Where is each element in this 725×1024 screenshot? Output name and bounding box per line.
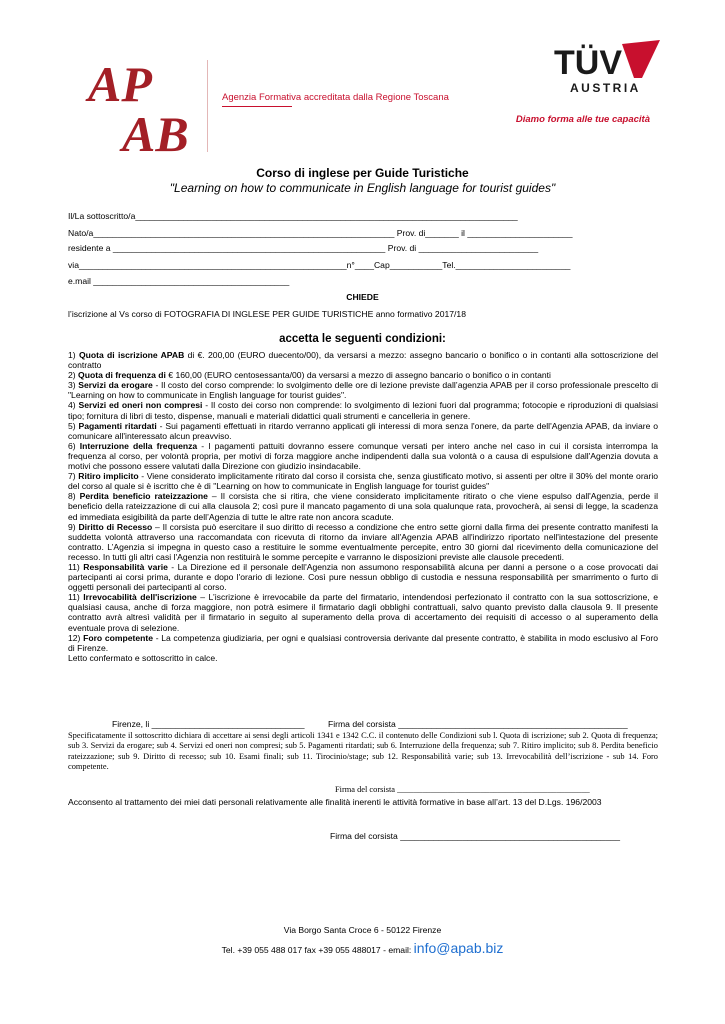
signature-field-1[interactable]: Firma del corsista ________________________________________________ xyxy=(328,719,628,729)
enrollment-request: l’iscrizione al Vs corso di FOTOGRAFIA DI INGLESE PER GUIDE TURISTICHE anno formativo 2017/18 xyxy=(68,309,466,319)
tuv-logo-text: TÜV xyxy=(554,44,622,82)
condition-item: 4) Servizi ed oneri non compresi - Il costo dei corso non comprende: lo svolgimento di lezioni fuori dal programma; fotocopie e riproduzioni di qualsiasi tipo; fornitura di libri di testo, dispense, manuali e materiali didattici quali strumenti e cancelleria in genere. xyxy=(68,400,658,421)
form-line-address[interactable]: via________________________________________________________n°____Cap___________Tel.________________________ xyxy=(68,260,571,270)
condition-item: 7) Ritiro implicito - Viene considerato implicitamente ritirato dal corso il corsista che, senza giustificato motivo, si assenti per oltre il 30% del monte orario del corso al quale si è iscritto che è di "Learning on how to communicate in English language for tourist guides" xyxy=(68,471,659,492)
condition-item: 12) Foro competente - La competenza giudiziaria, per ogni e qualsiasi controversia derivante dal presente contratto, è stabilita in modo esclusivo al Foro di Firenze. xyxy=(68,632,658,653)
condition-item: 5) Pagamenti ritardati - Sui pagamenti effettuati in ritardo verranno applicati gli interessi di mora senza l'onere, da parte dell'Agenzia APAB, da inviare o comunicare all'interessato alcun preavviso. xyxy=(68,420,659,441)
tagline: Diamo forma alle tue capacità xyxy=(515,114,650,125)
footer-phones: Tel. +39 055 488 017 fax +39 055 488017 - email: xyxy=(221,945,414,955)
agency-accreditation: Agenzia Formativa accreditata dalla Regione Toscana xyxy=(222,92,449,103)
condition-item: 6) Interruzione della frequenza - I pagamenti pattuiti dovranno essere comunque versati per intero anche nel caso in cui il corsista interrompa la frequenza al corso, per volontà propria, per motivi di forza maggiore anche indipendenti dalla sua volontà o a causa di espulsione dall'Agenzia dovuta a motivi che possono essere valutati dalla Direzione con giudizio insindacabile. xyxy=(68,440,658,472)
form-line-name[interactable]: Il/La sottoscritto/a________________________________________________________________________________ xyxy=(68,211,518,221)
svg-text:APAB: APAB xyxy=(68,55,71,56)
austria-logo-text: AUSTRIA xyxy=(570,81,641,94)
footer-address: Via Borgo Santa Croce 6 - 50122 Firenze xyxy=(283,925,442,935)
place-date-field[interactable]: Firenze, li ________________________________ xyxy=(112,719,305,729)
conditions-list xyxy=(68,350,658,663)
condition-item: 2) Quota di frequenza di € 160,00 (EURO centosessanta/00) da versarsi a mezzo di assegno bancario o bonifico o in contanti xyxy=(68,370,551,381)
condition-item: 1) Quota di iscrizione APAB di €. 200,00 (EURO duecento/00), da versarsi a mezzo: assegno bancario o bonifico o in contanti alla sottoscrizione del contratto xyxy=(68,350,659,371)
form-line-birth[interactable]: Nato/a_______________________________________________________________ Prov. di_______ il ______________________ xyxy=(68,228,573,238)
course-subtitle: "Learning on how to communicate in English language for tourist guides" xyxy=(169,181,556,195)
apab-logo-ab: AB xyxy=(122,106,189,157)
apab-logo-ap: AP xyxy=(88,56,152,112)
tuv-austria-logo xyxy=(550,38,660,94)
chiede-heading: CHIEDE xyxy=(346,292,379,302)
logo-divider xyxy=(207,60,208,152)
specific-acceptance: Specificatamente il sottoscritto dichiara di accettare ai sensi degli articoli 1341 e 1342 C.C. il contenuto delle Condizioni sub l. Quota di iscrizione; sub 2. Quota di frequenza; sub 3. Servizi da erogare; sub 4. Servizi ed oneri non compresi; sub 5. Pagamenti ritardati; sub 6. Interruzione della frequenza; sub 7. Ritiro implicito; sub 8. Perdita beneficio rateizzazione; sub 9. Diritto di recesso; sub 10. Esami finali; sub 11. Tirocinio/stage; sub 12. Responsabilità varie; sub 13. Irrevocabilità dell’iscrizione - sub 14. Foro competente. xyxy=(68,731,658,772)
form-line-email[interactable]: e.mail _________________________________________ xyxy=(68,276,290,286)
footer-contacts xyxy=(0,940,725,956)
course-title: Corso di inglese per Guide Turistiche xyxy=(256,166,469,180)
signature-field-2[interactable]: Firma del corsista ______________________________________________ xyxy=(335,785,590,794)
closing-statement: Letto confermato e sottoscritto in calce. xyxy=(68,652,218,663)
condition-item: 8) Perdita beneficio rateizzazione – Il corsista che si ritira, che viene considerato implicitamente ritirato o che viene espulso dall'Agenzia, perde il beneficio della rateizzazione di cui alla clausola 2; così pure il mancato pagamento di una sola qualunque rata, provocherà, ai sensi di legge, la scadenza ed immediata esigibilità da parte dell’Agenzia di tutte le altre rate non ancora scadute. xyxy=(68,491,659,522)
footer-email-link[interactable]: info@apab.biz xyxy=(413,940,504,956)
form-line-residence[interactable]: residente a _________________________________________________________ Prov. di _________________________ xyxy=(68,243,539,253)
conditions-title: accetta le seguenti condizioni: xyxy=(279,333,446,345)
condition-item: 3) Servizi da erogare - Il costo del corso comprende: lo svolgimento delle ore di lezione previste dall’agenzia APAB per il corso professionale prescelto di "Learning on how to communicate in English language for tourist guides". xyxy=(68,380,658,401)
condition-item: 11) Irrevocabilità dell'iscrizione – L’iscrizione è irrevocabile da parte del firmatario, intendendosi perfezionato il contratto con la sua sottoscrizione, e qualsiasi causa, anche di forza maggiore, non potrà esimere il firmatario dagli obblighi contrattuali, salvo quanto previsto dalla clausola 9. Il presente contratto avrà altresì validità per il firmatario in seguito al superamento della prova di accertamento dei requisiti di accesso o al superamento della eventuale prova di selezione. xyxy=(68,592,658,633)
privacy-consent: Acconsento al trattamento dei miei dati personali relativamente alle finalità inerenti le attività formative in base all’art. 13 del D.Lgs. 196/2003 xyxy=(68,797,602,807)
apab-logo xyxy=(68,55,213,157)
condition-item: 9) Diritto di Recesso – Il corsista può esercitare il suo diritto di recesso a condizione che entro sette giorni dalla firma dei presente contratto manifesti la suddetta volontà attraverso una raccomandata con ricevuta di ritorno da inviare all'Agenzia APAB all'indirizzo riportato nell'intestazione del presente contratto. L’Agenzia si impegna in questo caso a restituire le somme eventualmente percepite, entro 30 giorni dal ricevimento della comunicazione del recesso. In tutti gli altri casi l'Agenzia non restituirà le somme percepite e varranno le disposizioni previste alle clausole precedenti. xyxy=(68,521,658,562)
condition-item: 11) Responsabilità varie - La Direzione ed il personale dell'Agenzia non assumono responsabilità alcuna per danni a persone o a cose provocati dai partecipanti ai corsi prima, durante e dopo l'orario di lezione. Così pure nessun obbligo di custodia e nessuna responsabilità per smarrimento o furto di oggetti personali dei partecipanti al corso. xyxy=(68,561,658,593)
tuv-red-chevron-icon xyxy=(622,40,660,78)
signature-field-3[interactable]: Firma del corsista ______________________________________________ xyxy=(330,831,621,841)
agency-underline xyxy=(222,106,292,107)
